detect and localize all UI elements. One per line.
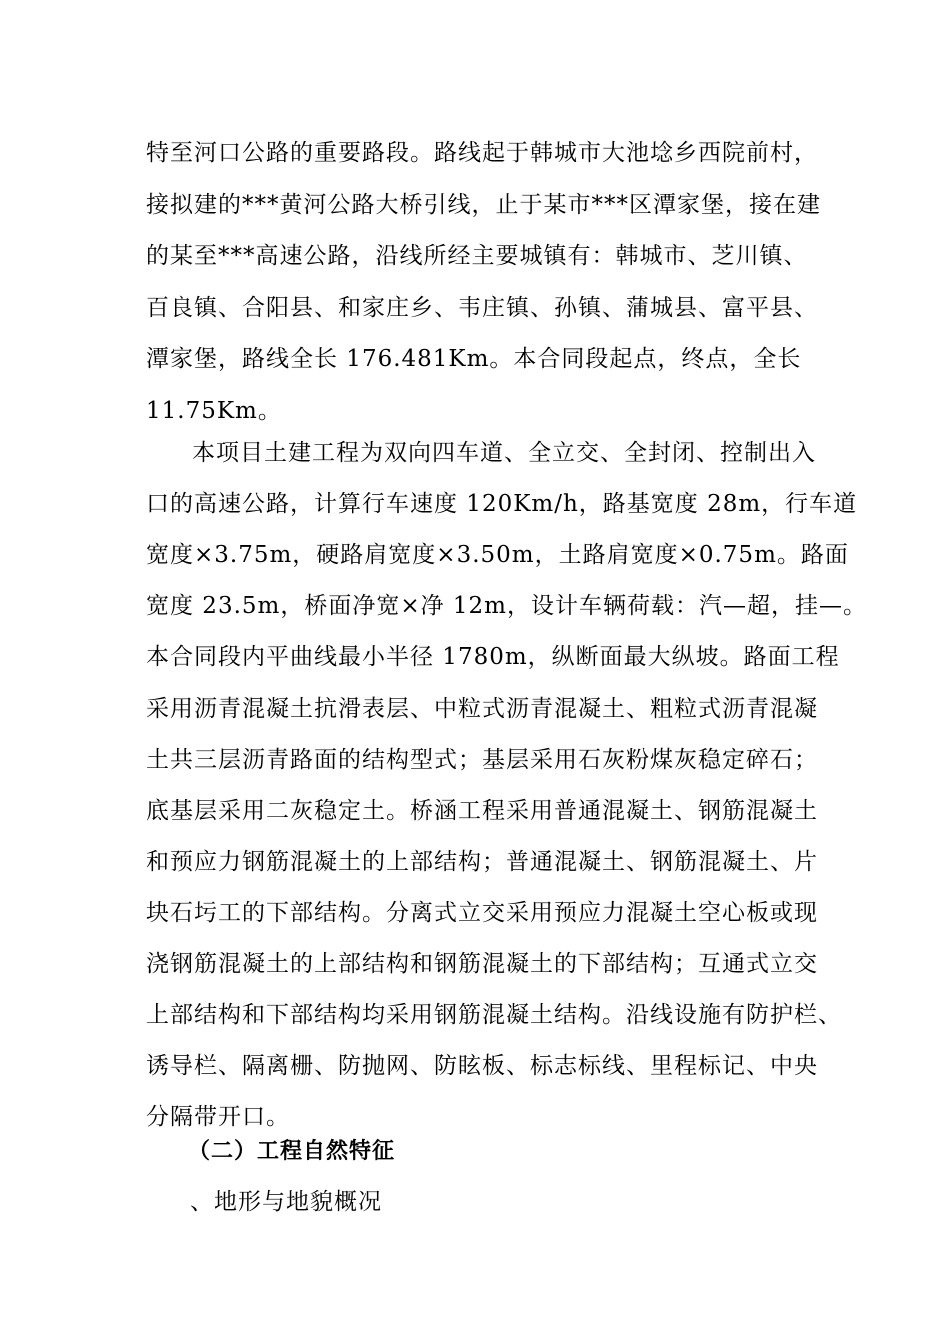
text-line: 百良镇、合阳县、和家庄乡、韦庄镇、孙镇、蒲城县、富平县、 — [146, 294, 818, 321]
text-line: 宽度×3.75m，硬路肩宽度×3.50m，土路肩宽度×0.75m。路面 — [146, 542, 849, 569]
text-line: 浇钢筋混凝土的上部结构和钢筋混凝土的下部结构；互通式立交 — [146, 951, 818, 977]
text-line: 分隔带开口。 — [146, 1104, 290, 1131]
text-line: 11.75Km。 — [146, 398, 282, 424]
text-line: 本合同段内平曲线最小半径 1780m，纵断面最大纵坡。路面工程 — [146, 644, 840, 671]
text-line: 特至河口公路的重要路段。路线起于韩城市大池埝乡西院前村， — [146, 140, 818, 166]
text-line: 口的高速公路，计算行车速度 120Km/h，路基宽度 28m，行车道 — [146, 491, 858, 518]
text-line: 和预应力钢筋混凝土的上部结构；普通混凝土、钢筋混凝土、片 — [146, 848, 818, 875]
text-line: 接拟建的***黄河公路大桥引线，止于某市***区潭家堡，接在建 — [146, 191, 821, 218]
text-line: 宽度 23.5m，桥面净宽×净 12m，设计车辆荷载：汽—超，挂—。 — [146, 593, 867, 620]
text-line: 土共三层沥青路面的结构型式；基层采用石灰粉煤灰稳定碎石； — [146, 746, 818, 773]
text-line: 底基层采用二灰稳定土。桥涵工程采用普通混凝土、钢筋混凝土 — [146, 797, 818, 824]
text-line: 的某至***高速公路，沿线所经主要城镇有：韩城市、芝川镇、 — [146, 243, 808, 270]
text-line: 块石圬工的下部结构。分离式立交采用预应力混凝土空心板或现 — [146, 899, 818, 926]
section-heading: （二）工程自然特征 — [188, 1139, 396, 1164]
text-line: 潭家堡，路线全长 176.481Km。本合同段起点，终点，全长 — [146, 346, 802, 373]
text-line: 诱导栏、隔离栅、防抛网、防眩板、标志标线、里程标记、中央 — [146, 1053, 818, 1080]
text-line: 本项目土建工程为双向四车道、全立交、全封闭、控制出入 — [192, 440, 816, 466]
subsection-heading: 、地形与地貌概况 — [190, 1189, 382, 1215]
text-line: 上部结构和下部结构均采用钢筋混凝土结构。沿线设施有防护栏、 — [146, 1002, 842, 1029]
text-line: 采用沥青混凝土抗滑表层、中粒式沥青混凝土、粗粒式沥青混凝 — [146, 695, 818, 722]
